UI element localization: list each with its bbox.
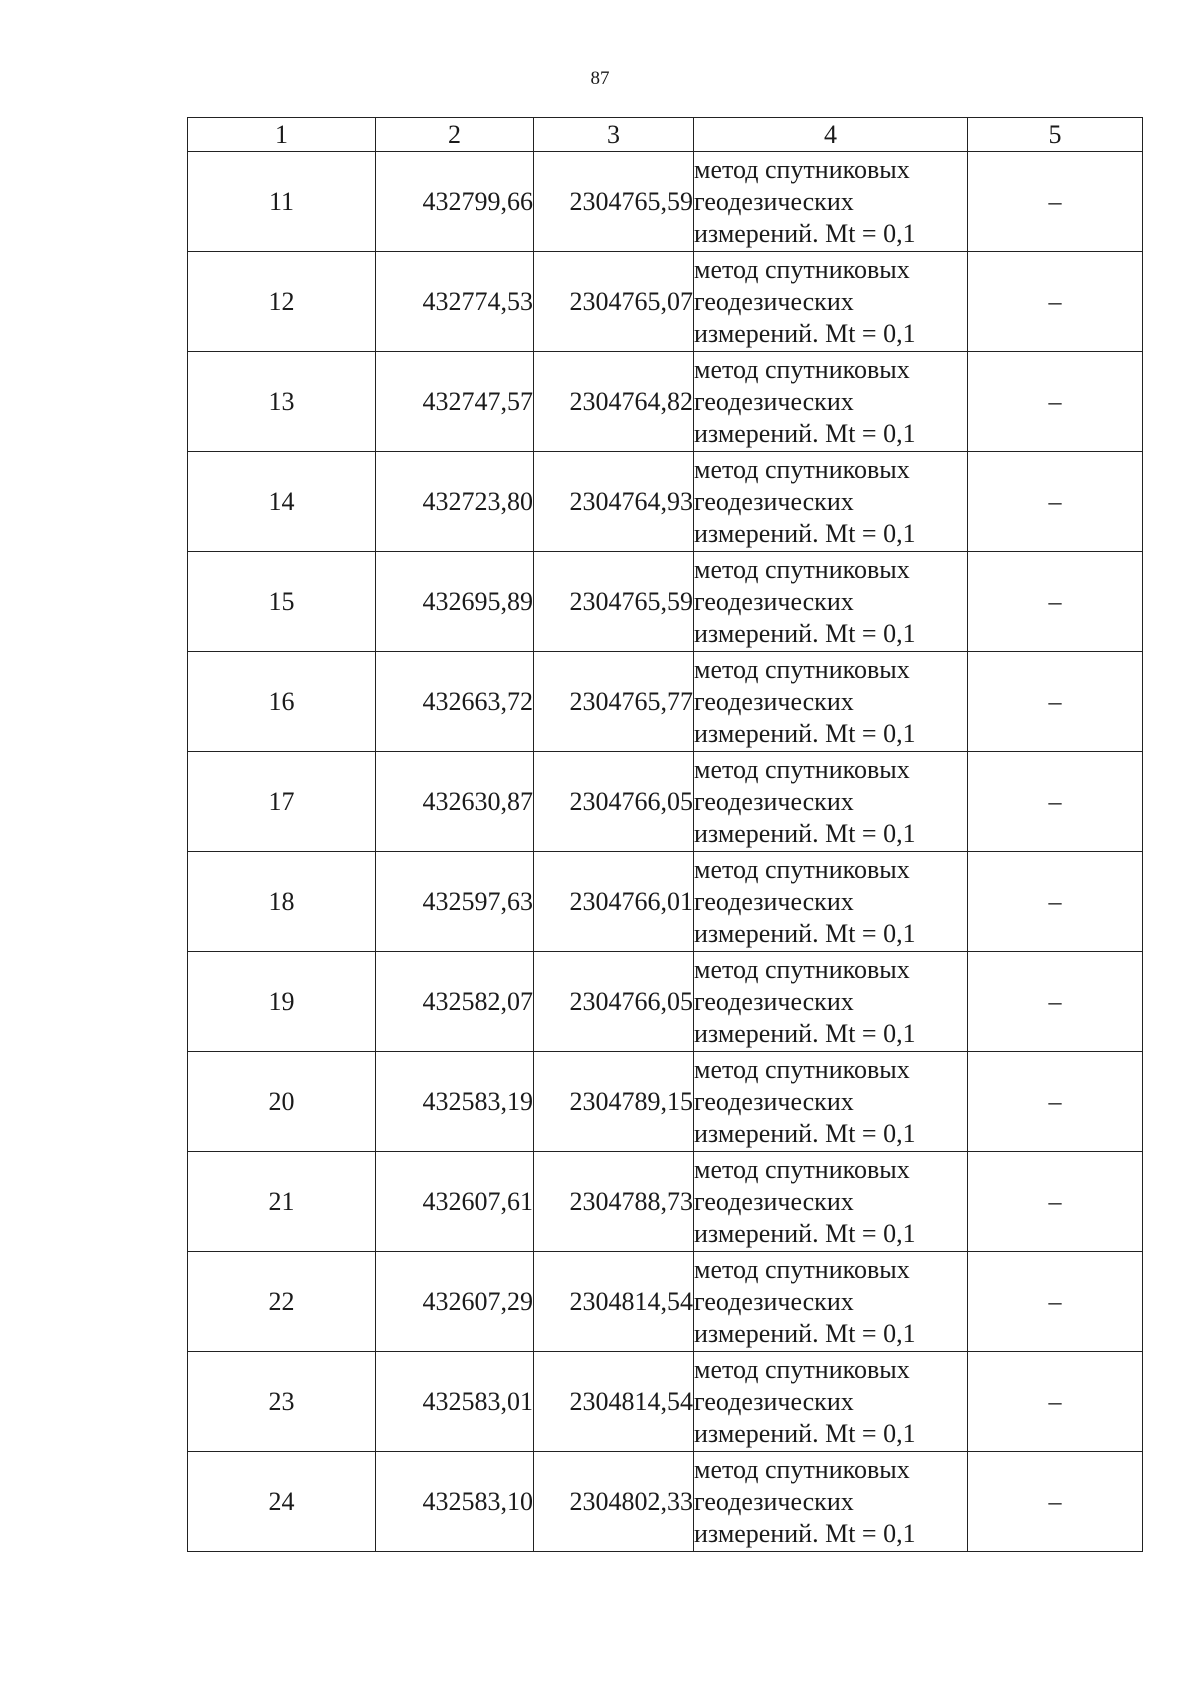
note-cell: – [968, 652, 1143, 752]
method-cell [694, 452, 968, 552]
x-coordinate-cell: 432607,61 [376, 1152, 534, 1252]
method-text-line: метод спутниковых [694, 1254, 910, 1284]
page-number: 87 [590, 68, 610, 89]
method-text-line: измерений. Mt = 0,1 [694, 718, 916, 748]
note-cell: – [968, 852, 1143, 952]
method-text-line: метод спутниковых [694, 1054, 910, 1084]
method-text-line: геодезических [694, 1486, 854, 1516]
x-coordinate-cell: 432663,72 [376, 652, 534, 752]
method-text-line: метод спутниковых [694, 154, 910, 184]
table-row [188, 252, 1143, 352]
method-text-line: метод спутниковых [694, 254, 910, 284]
y-coordinate-cell: 2304766,05 [534, 752, 694, 852]
method-text-line: метод спутниковых [694, 1454, 910, 1484]
x-coordinate-cell: 432583,19 [376, 1052, 534, 1152]
method-text-line: метод спутниковых [694, 454, 910, 484]
table-row [188, 152, 1143, 252]
y-coordinate-cell: 2304764,82 [534, 352, 694, 452]
y-coordinate-cell: 2304802,33 [534, 1452, 694, 1552]
point-number-cell: 11 [188, 152, 376, 252]
point-number-cell: 19 [188, 952, 376, 1052]
note-cell: – [968, 1352, 1143, 1452]
method-text-line: измерений. Mt = 0,1 [694, 1518, 916, 1548]
method-text-line: метод спутниковых [694, 954, 910, 984]
point-number-cell: 21 [188, 1152, 376, 1252]
method-cell [694, 652, 968, 752]
method-text-line: геодезических [694, 1286, 854, 1316]
method-cell [694, 952, 968, 1052]
method-text-line: геодезических [694, 386, 854, 416]
method-text-line: метод спутниковых [694, 1354, 910, 1384]
header-cell: 2 [376, 118, 534, 152]
method-cell [694, 852, 968, 952]
x-coordinate-cell: 432799,66 [376, 152, 534, 252]
y-coordinate-cell: 2304788,73 [534, 1152, 694, 1252]
method-text-line: измерений. Mt = 0,1 [694, 218, 916, 248]
note-cell: – [968, 452, 1143, 552]
x-coordinate-cell: 432774,53 [376, 252, 534, 352]
table-row [188, 552, 1143, 652]
method-text-line: измерений. Mt = 0,1 [694, 418, 916, 448]
table-row [188, 952, 1143, 1052]
method-text-line: метод спутниковых [694, 1154, 910, 1184]
note-cell: – [968, 152, 1143, 252]
point-number-cell: 13 [188, 352, 376, 452]
method-cell [694, 1452, 968, 1552]
coordinates-table [187, 117, 1143, 1552]
method-cell [694, 552, 968, 652]
point-number-cell: 14 [188, 452, 376, 552]
table-row [188, 1352, 1143, 1452]
point-number-cell: 22 [188, 1252, 376, 1352]
note-cell: – [968, 552, 1143, 652]
x-coordinate-cell: 432695,89 [376, 552, 534, 652]
table-header-row [188, 118, 1143, 152]
method-text-line: геодезических [694, 186, 854, 216]
table-row [188, 352, 1143, 452]
y-coordinate-cell: 2304765,59 [534, 552, 694, 652]
method-text-line: измерений. Mt = 0,1 [694, 318, 916, 348]
method-cell [694, 1252, 968, 1352]
method-text-line: измерений. Mt = 0,1 [694, 1418, 916, 1448]
x-coordinate-cell: 432723,80 [376, 452, 534, 552]
y-coordinate-cell: 2304765,77 [534, 652, 694, 752]
method-text-line: метод спутниковых [694, 854, 910, 884]
y-coordinate-cell: 2304766,05 [534, 952, 694, 1052]
x-coordinate-cell: 432582,07 [376, 952, 534, 1052]
header-cell: 5 [968, 118, 1143, 152]
method-text-line: измерений. Mt = 0,1 [694, 818, 916, 848]
table-row [188, 1052, 1143, 1152]
y-coordinate-cell: 2304765,59 [534, 152, 694, 252]
table-row [188, 1252, 1143, 1352]
table-row [188, 752, 1143, 852]
y-coordinate-cell: 2304814,54 [534, 1352, 694, 1452]
point-number-cell: 23 [188, 1352, 376, 1452]
point-number-cell: 15 [188, 552, 376, 652]
x-coordinate-cell: 432583,01 [376, 1352, 534, 1452]
x-coordinate-cell: 432607,29 [376, 1252, 534, 1352]
table-row [188, 852, 1143, 952]
method-text-line: геодезических [694, 986, 854, 1016]
table-row [188, 1152, 1143, 1252]
point-number-cell: 17 [188, 752, 376, 852]
method-text-line: измерений. Mt = 0,1 [694, 918, 916, 948]
header-cell: 1 [188, 118, 376, 152]
table-body [188, 152, 1143, 1552]
note-cell: – [968, 1252, 1143, 1352]
y-coordinate-cell: 2304814,54 [534, 1252, 694, 1352]
method-text-line: геодезических [694, 486, 854, 516]
method-text-line: геодезических [694, 286, 854, 316]
method-text-line: геодезических [694, 1386, 854, 1416]
header-cell: 4 [694, 118, 968, 152]
x-coordinate-cell: 432597,63 [376, 852, 534, 952]
method-text-line: метод спутниковых [694, 654, 910, 684]
method-text-line: геодезических [694, 686, 854, 716]
point-number-cell: 16 [188, 652, 376, 752]
method-cell [694, 752, 968, 852]
method-cell [694, 152, 968, 252]
method-text-line: измерений. Mt = 0,1 [694, 1318, 916, 1348]
method-text-line: метод спутниковых [694, 754, 910, 784]
method-text-line: измерений. Mt = 0,1 [694, 518, 916, 548]
note-cell: – [968, 1052, 1143, 1152]
note-cell: – [968, 752, 1143, 852]
method-cell [694, 252, 968, 352]
method-text-line: метод спутниковых [694, 554, 910, 584]
point-number-cell: 12 [188, 252, 376, 352]
note-cell: – [968, 352, 1143, 452]
method-text-line: геодезических [694, 1186, 854, 1216]
point-number-cell: 20 [188, 1052, 376, 1152]
y-coordinate-cell: 2304789,15 [534, 1052, 694, 1152]
method-cell [694, 1352, 968, 1452]
y-coordinate-cell: 2304765,07 [534, 252, 694, 352]
y-coordinate-cell: 2304764,93 [534, 452, 694, 552]
method-text-line: измерений. Mt = 0,1 [694, 618, 916, 648]
table-row [188, 1452, 1143, 1552]
method-text-line: измерений. Mt = 0,1 [694, 1118, 916, 1148]
y-coordinate-cell: 2304766,01 [534, 852, 694, 952]
method-text-line: измерений. Mt = 0,1 [694, 1218, 916, 1248]
note-cell: – [968, 1152, 1143, 1252]
table-row [188, 452, 1143, 552]
x-coordinate-cell: 432747,57 [376, 352, 534, 452]
method-cell [694, 1152, 968, 1252]
method-text-line: измерений. Mt = 0,1 [694, 1018, 916, 1048]
x-coordinate-cell: 432583,10 [376, 1452, 534, 1552]
method-text-line: геодезических [694, 886, 854, 916]
x-coordinate-cell: 432630,87 [376, 752, 534, 852]
table-row [188, 652, 1143, 752]
point-number-cell: 24 [188, 1452, 376, 1552]
method-text-line: метод спутниковых [694, 354, 910, 384]
header-cell: 3 [534, 118, 694, 152]
method-text-line: геодезических [694, 786, 854, 816]
method-text-line: геодезических [694, 1086, 854, 1116]
method-cell [694, 1052, 968, 1152]
point-number-cell: 18 [188, 852, 376, 952]
note-cell: – [968, 252, 1143, 352]
method-text-line: геодезических [694, 586, 854, 616]
note-cell: – [968, 1452, 1143, 1552]
method-cell [694, 352, 968, 452]
note-cell: – [968, 952, 1143, 1052]
